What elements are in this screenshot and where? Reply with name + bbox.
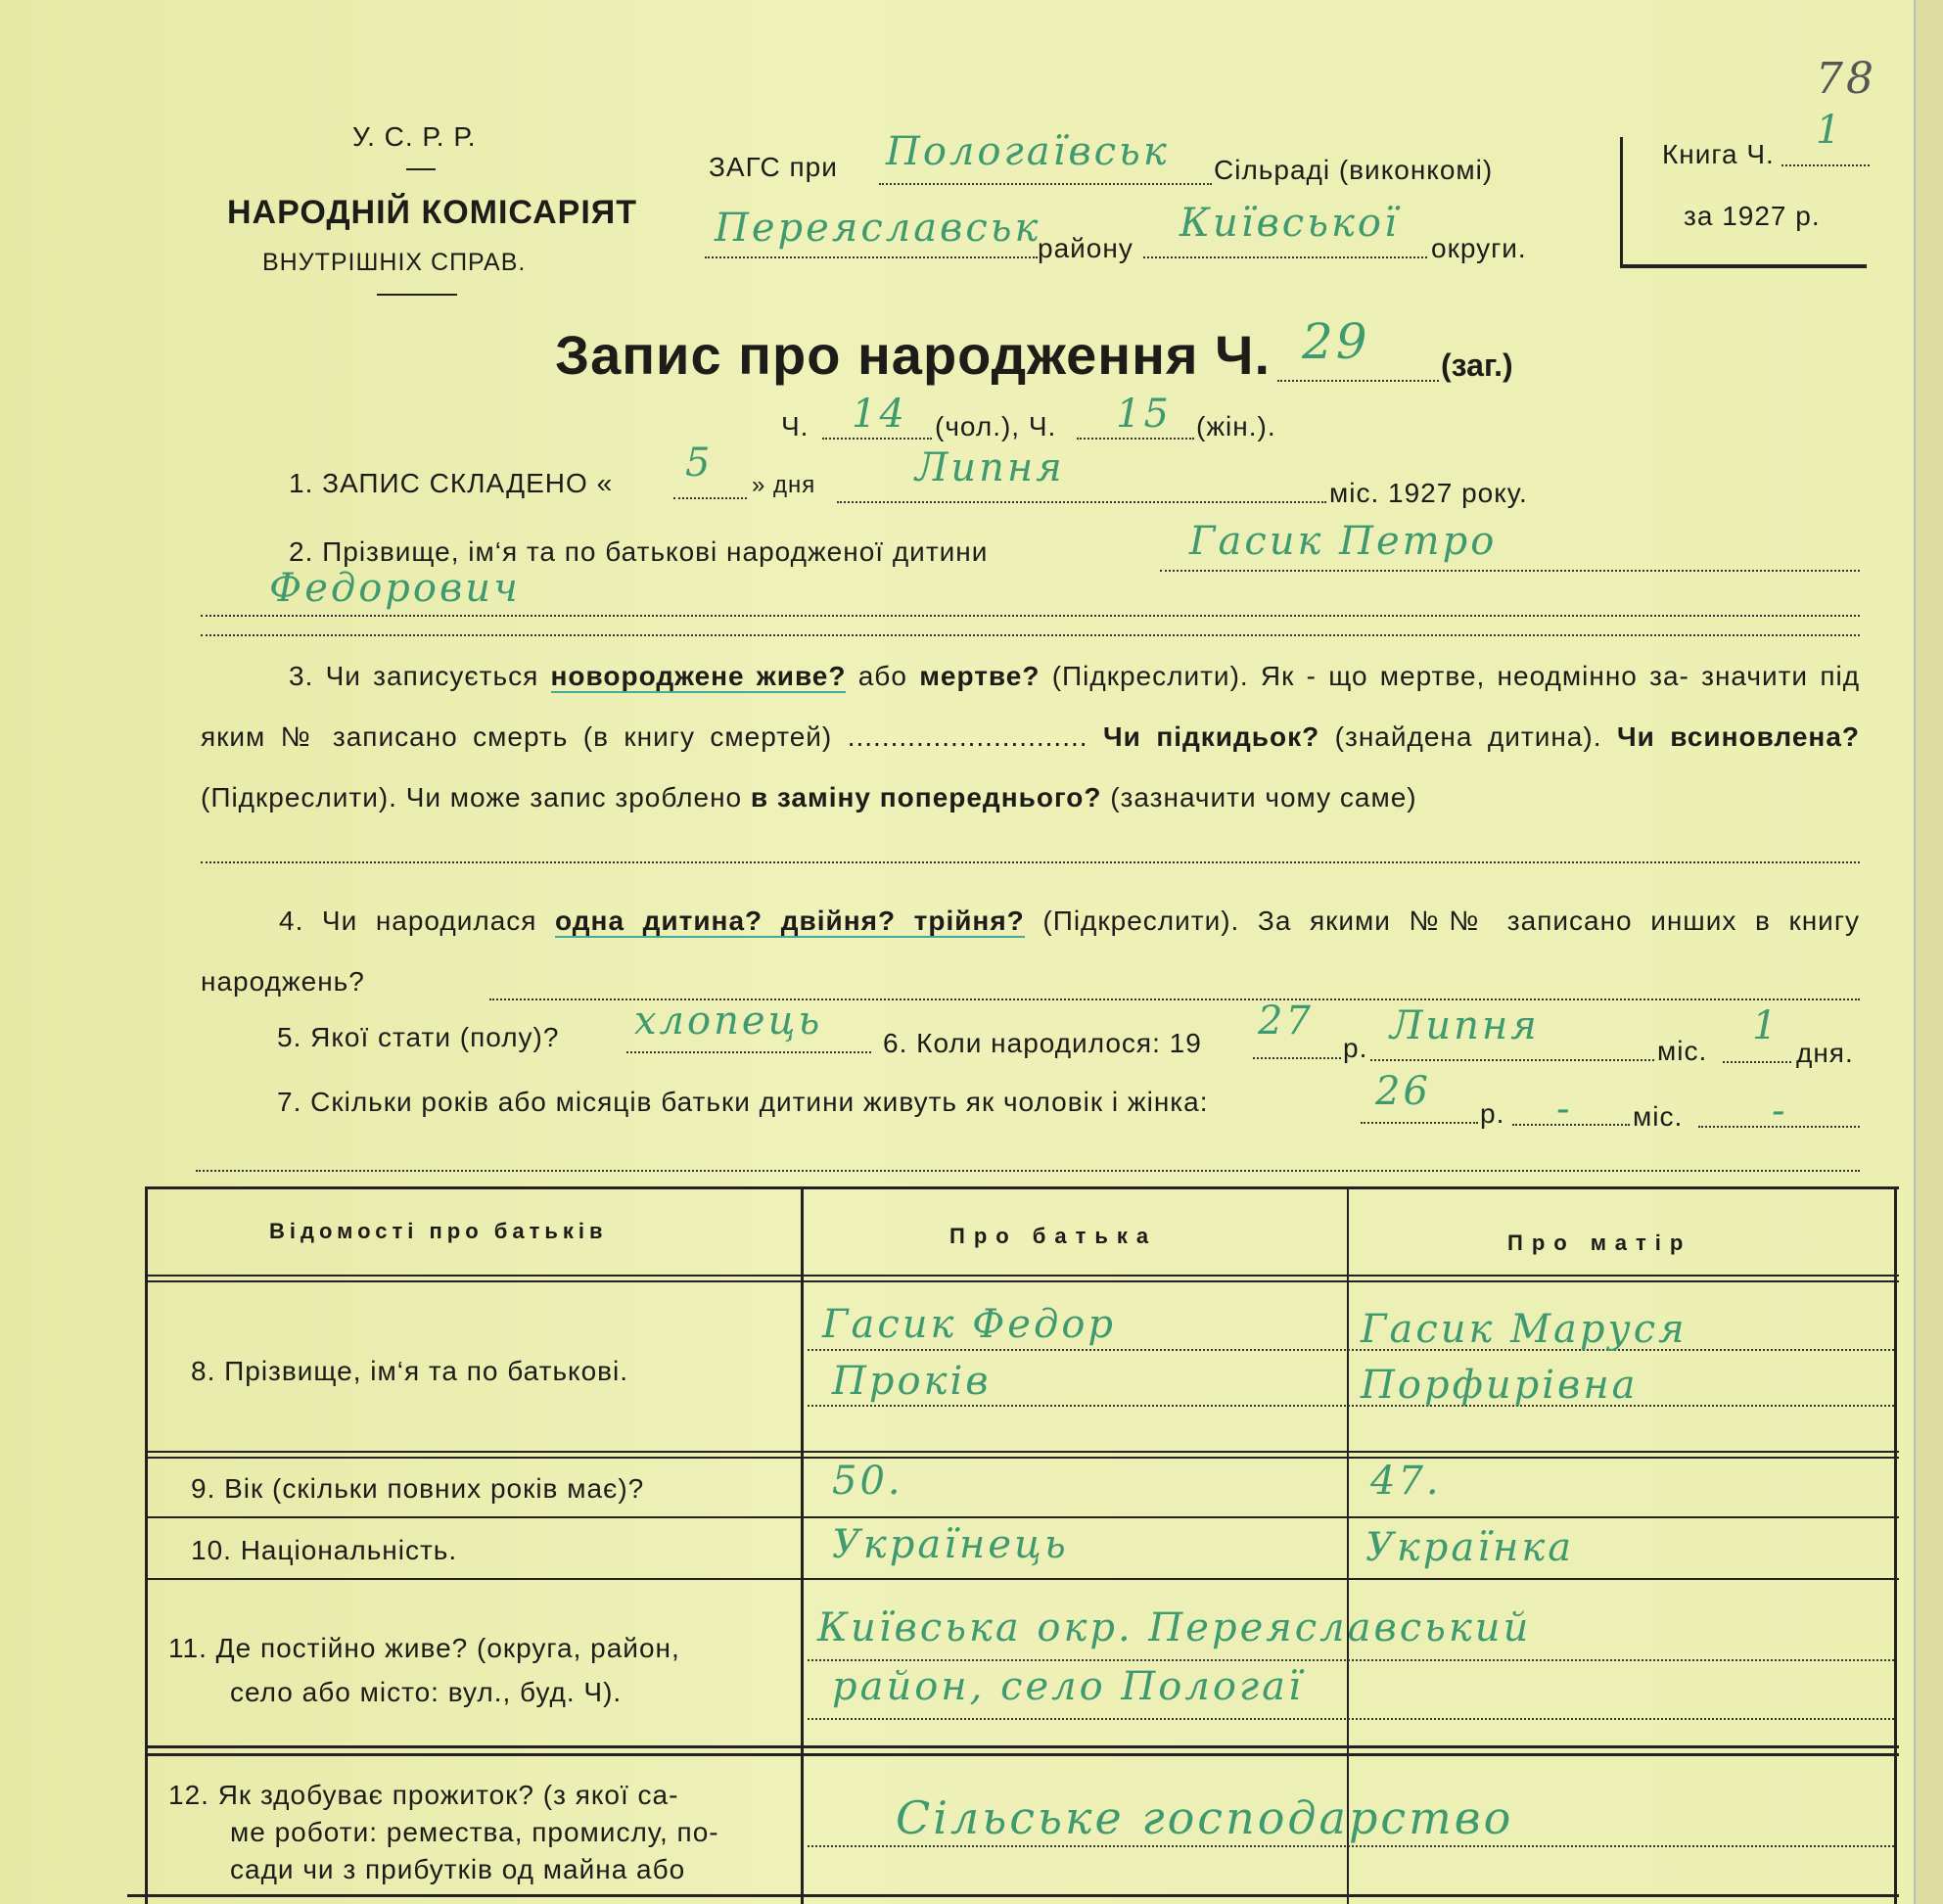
page-edge bbox=[1914, 0, 1943, 1904]
mother-age: 47. bbox=[1370, 1459, 1442, 1504]
item1-day-label: » дня bbox=[752, 472, 816, 498]
residence-line1: Київська окр. Переяславський bbox=[817, 1605, 1532, 1650]
record-number-suffix: (заг.) bbox=[1441, 348, 1513, 383]
item1-year-label: міс. 1927 року. bbox=[1329, 478, 1528, 508]
record-number: 29 bbox=[1302, 313, 1370, 370]
okruha-value: Київської bbox=[1180, 201, 1400, 246]
item1-month: Липня bbox=[915, 445, 1065, 490]
row-occupation-label-1: 12. Як здобуває прожиток? (з якої са- bbox=[168, 1780, 679, 1810]
zags-value: Пологаївськ bbox=[886, 129, 1170, 174]
birth-day: 1 bbox=[1752, 1003, 1781, 1048]
item5-label: 5. Якої стати (полу)? bbox=[277, 1022, 560, 1052]
female-number: 15 bbox=[1116, 392, 1172, 437]
male-label: (чол.), Ч. bbox=[935, 411, 1057, 441]
row-occupation-label-3: сади чи з прибутків од майна або bbox=[230, 1854, 686, 1884]
day-suffix: дня. bbox=[1796, 1038, 1854, 1068]
silradi-label: Сільраді (виконкомі) bbox=[1214, 155, 1494, 185]
item3-text: 3. Чи записується новороджене живе? або мертве? (Підкреслити). Як - що мертве, неодмінно за- значити під яким № записано смерть (в книгу смертей) ............................ Чи підкидьок? (знайдена дитина). Чи всиновлена? (Підкреслити). Чи може запис зроблено в заміну попереднього? (зазначити чому саме) bbox=[201, 661, 1861, 813]
occupation-value: Сільське господарство bbox=[896, 1791, 1514, 1844]
birth-month: Липня bbox=[1390, 1003, 1540, 1048]
district-value: Переяславськ bbox=[715, 206, 1041, 251]
father-name-line2: Проків bbox=[832, 1359, 992, 1404]
okruha-label: округи. bbox=[1431, 233, 1527, 263]
child-sex: хлопець bbox=[634, 998, 823, 1044]
female-label: (жін.). bbox=[1196, 411, 1276, 441]
row-nationality-label: 10. Національність. bbox=[191, 1535, 458, 1565]
book-value: 1 bbox=[1816, 108, 1844, 153]
birth-year: 27 bbox=[1258, 998, 1314, 1044]
page-number: 78 bbox=[1816, 54, 1876, 104]
marriage-years: 26 bbox=[1375, 1069, 1431, 1114]
father-name-line1: Гасик Федор bbox=[822, 1302, 1117, 1347]
row-residence-label-2: село або місто: вул., буд. Ч). bbox=[230, 1677, 623, 1707]
month-suffix: міс. bbox=[1657, 1036, 1708, 1066]
item1-day: 5 bbox=[685, 441, 714, 486]
residence-line2: район, село Пологаї bbox=[832, 1664, 1304, 1709]
commissariat-label: НАРОДНІЙ КОМІСАРІЯТ bbox=[227, 194, 637, 231]
republic-label: У. С. Р. Р. bbox=[352, 121, 477, 152]
months-suffix: міс. bbox=[1633, 1101, 1684, 1132]
child-name-line2: Федорович bbox=[269, 566, 521, 611]
zags-label: ЗАГС при bbox=[709, 152, 838, 182]
item4-text: 4. Чи народилася одна дитина? двійня? трійня? (Підкреслити). За якими №№ записано инших в книгу народжень? bbox=[201, 906, 1861, 997]
marriage-months: - bbox=[1556, 1087, 1573, 1132]
item2-label: 2. Прізвище, ім‘я та по батькові народженої дитини bbox=[289, 536, 989, 567]
male-number: 14 bbox=[852, 392, 907, 437]
district-label: району bbox=[1038, 233, 1133, 263]
father-nationality: Українець bbox=[832, 1522, 1069, 1567]
internal-affairs-label: ВНУТРІШНІХ СПРАВ. bbox=[262, 249, 527, 276]
year-suffix: р. bbox=[1343, 1033, 1368, 1063]
row-residence-label-1: 11. Де постійно живе? (округа, район, bbox=[168, 1633, 680, 1663]
item6-label: 6. Коли народилося: 19 bbox=[883, 1028, 1202, 1058]
marriage-extra: - bbox=[1772, 1089, 1788, 1134]
mother-name-line2: Порфирівна bbox=[1361, 1363, 1639, 1408]
item7-label: 7. Скільки років або місяців батьки дитини живуть як чоловік і жінка: bbox=[277, 1087, 1209, 1117]
row-occupation-label-2: ме роботи: ремества, промислу, по- bbox=[230, 1817, 719, 1847]
years-suffix: р. bbox=[1480, 1098, 1505, 1129]
mother-name-line1: Гасик Маруся bbox=[1361, 1307, 1688, 1352]
item1-label: 1. ЗАПИС СКЛАДЕНО « bbox=[289, 468, 614, 498]
mother-nationality: Українка bbox=[1365, 1525, 1575, 1570]
male-no-label: Ч. bbox=[781, 411, 810, 441]
record-title: Запис про народження Ч. bbox=[555, 324, 1272, 386]
child-name-line1: Гасик Петро bbox=[1189, 519, 1498, 564]
father-age: 50. bbox=[832, 1459, 903, 1504]
book-label: Книга Ч. bbox=[1662, 139, 1775, 169]
row-age-label: 9. Вік (скільки повних років має)? bbox=[191, 1473, 645, 1504]
year-label: за 1927 р. bbox=[1684, 201, 1821, 231]
header-parents-info: Відомості про батьків bbox=[269, 1219, 608, 1243]
header-mother: Про матір bbox=[1507, 1231, 1692, 1255]
header-father: Про батька bbox=[949, 1224, 1158, 1248]
row-full-name-label: 8. Прізвище, ім‘я та по батькові. bbox=[191, 1356, 629, 1386]
